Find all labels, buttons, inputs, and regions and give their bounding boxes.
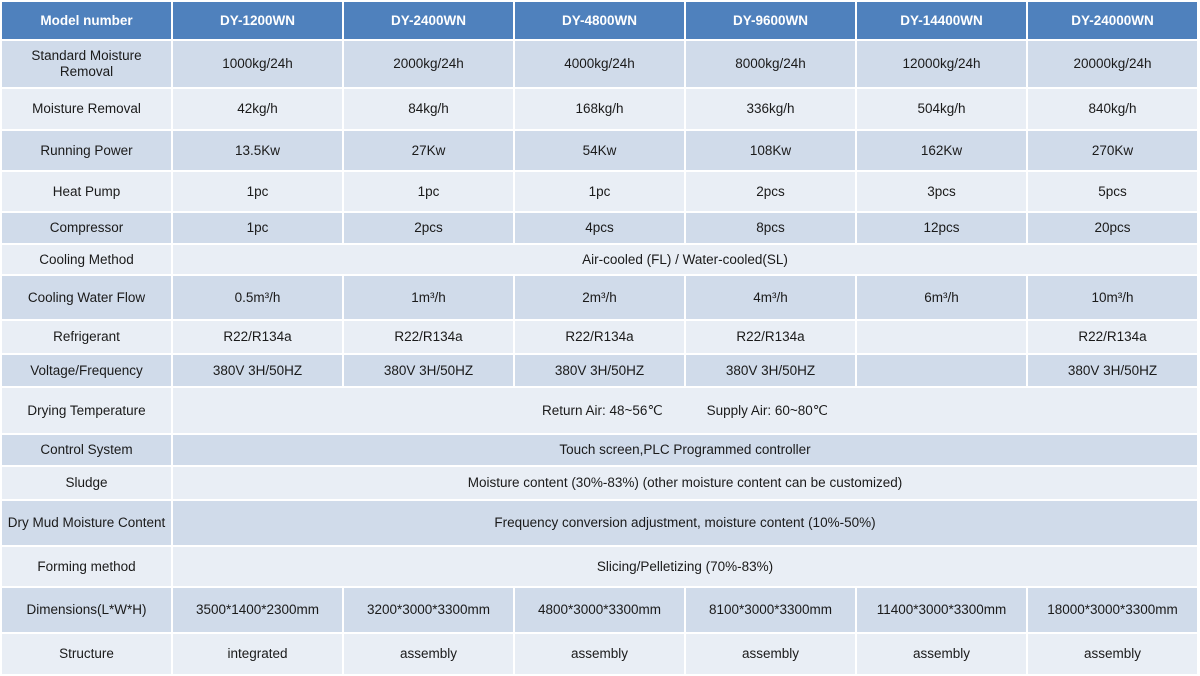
merged-cell: Air-cooled (FL) / Water-cooled(SL) — [172, 244, 1198, 275]
table-cell: 8pcs — [685, 212, 856, 244]
table-cell: 380V 3H/50HZ — [172, 354, 343, 387]
table-cell: 18000*3000*3300mm — [1027, 587, 1198, 633]
table-cell: 336kg/h — [685, 88, 856, 130]
table-cell: 11400*3000*3300mm — [856, 587, 1027, 633]
table-cell: 504kg/h — [856, 88, 1027, 130]
table-row — [1, 500, 1198, 546]
row-label: Dimensions(L*W*H) — [1, 587, 172, 633]
header-label: Model number — [1, 1, 172, 40]
table-row — [1, 633, 1198, 675]
row-label: Cooling Method — [1, 244, 172, 275]
table-cell: 380V 3H/50HZ — [343, 354, 514, 387]
table-cell: 4800*3000*3300mm — [514, 587, 685, 633]
table-cell: 380V 3H/50HZ — [1027, 354, 1198, 387]
table-cell: assembly — [1027, 633, 1198, 675]
table-cell: 27Kw — [343, 130, 514, 171]
row-label: Sludge — [1, 466, 172, 500]
return-air-value: Return Air: 48~56℃ — [542, 402, 663, 418]
table-cell: 4m³/h — [685, 275, 856, 320]
table-cell: 1pc — [172, 171, 343, 212]
table-row — [1, 587, 1198, 633]
table-row — [1, 387, 1198, 434]
row-label: Control System — [1, 434, 172, 466]
table-cell: 84kg/h — [343, 88, 514, 130]
table-cell: 0.5m³/h — [172, 275, 343, 320]
table-cell — [856, 320, 1027, 354]
row-label: Moisture Removal — [1, 88, 172, 130]
table-cell: integrated — [172, 633, 343, 675]
model-header: DY-4800WN — [514, 1, 685, 40]
table-cell: 6m³/h — [856, 275, 1027, 320]
table-row — [1, 88, 1198, 130]
table-cell: assembly — [856, 633, 1027, 675]
table-cell: 20pcs — [1027, 212, 1198, 244]
model-header: DY-2400WN — [343, 1, 514, 40]
table-cell: 4pcs — [514, 212, 685, 244]
table-cell: 840kg/h — [1027, 88, 1198, 130]
row-label: Drying Temperature — [1, 387, 172, 434]
table-cell: 54Kw — [514, 130, 685, 171]
table-cell: 108Kw — [685, 130, 856, 171]
table-cell: 380V 3H/50HZ — [514, 354, 685, 387]
merged-cell: Moisture content (30%-83%) (other moisture content can be customized) — [172, 466, 1198, 500]
table-cell: 3200*3000*3300mm — [343, 587, 514, 633]
table-row — [1, 546, 1198, 587]
table-cell: 20000kg/24h — [1027, 40, 1198, 88]
table-cell: 13.5Kw — [172, 130, 343, 171]
model-header: DY-14400WN — [856, 1, 1027, 40]
row-label: Running Power — [1, 130, 172, 171]
table-cell: 2pcs — [685, 171, 856, 212]
table-cell: assembly — [685, 633, 856, 675]
table-cell: 1m³/h — [343, 275, 514, 320]
table-cell: R22/R134a — [343, 320, 514, 354]
merged-cell: Slicing/Pelletizing (70%-83%) — [172, 546, 1198, 587]
row-label: Heat Pump — [1, 171, 172, 212]
model-header: DY-9600WN — [685, 1, 856, 40]
row-label: Compressor — [1, 212, 172, 244]
table-cell: 1000kg/24h — [172, 40, 343, 88]
model-header: DY-1200WN — [172, 1, 343, 40]
table-row — [1, 212, 1198, 244]
table-cell: 8100*3000*3300mm — [685, 587, 856, 633]
table-row — [1, 40, 1198, 88]
table-row — [1, 466, 1198, 500]
table-cell: 1pc — [172, 212, 343, 244]
table-cell: R22/R134a — [514, 320, 685, 354]
merged-cell: Frequency conversion adjustment, moisture content (10%-50%) — [172, 500, 1198, 546]
table-cell: 4000kg/24h — [514, 40, 685, 88]
table-cell: 12pcs — [856, 212, 1027, 244]
table-cell: assembly — [514, 633, 685, 675]
table-cell: 380V 3H/50HZ — [685, 354, 856, 387]
table-row — [1, 275, 1198, 320]
table-cell: 1pc — [343, 171, 514, 212]
table-cell: 12000kg/24h — [856, 40, 1027, 88]
row-label: Refrigerant — [1, 320, 172, 354]
table-cell: 2m³/h — [514, 275, 685, 320]
row-label: Forming method — [1, 546, 172, 587]
header-row — [1, 1, 1198, 40]
row-label: Structure — [1, 633, 172, 675]
table-cell: 2000kg/24h — [343, 40, 514, 88]
table-cell: 10m³/h — [1027, 275, 1198, 320]
row-label: Voltage/Frequency — [1, 354, 172, 387]
table-cell: 3500*1400*2300mm — [172, 587, 343, 633]
table-cell: 168kg/h — [514, 88, 685, 130]
table-row — [1, 320, 1198, 354]
supply-air-value: Supply Air: 60~80℃ — [706, 402, 828, 418]
row-label: Cooling Water Flow — [1, 275, 172, 320]
table-row — [1, 171, 1198, 212]
table-cell: 3pcs — [856, 171, 1027, 212]
table-cell: R22/R134a — [685, 320, 856, 354]
table-cell: 8000kg/24h — [685, 40, 856, 88]
table-cell: R22/R134a — [172, 320, 343, 354]
table-cell: 162Kw — [856, 130, 1027, 171]
table-cell: 1pc — [514, 171, 685, 212]
table-row — [1, 354, 1198, 387]
table-cell: 42kg/h — [172, 88, 343, 130]
table-cell: 2pcs — [343, 212, 514, 244]
table-cell — [856, 354, 1027, 387]
merged-cell: Touch screen,PLC Programmed controller — [172, 434, 1198, 466]
table-row — [1, 434, 1198, 466]
table-cell: assembly — [343, 633, 514, 675]
merged-cell — [172, 387, 1198, 434]
table-row — [1, 244, 1198, 275]
row-label: Dry Mud Moisture Content — [1, 500, 172, 546]
table-row — [1, 130, 1198, 171]
model-header: DY-24000WN — [1027, 1, 1198, 40]
table-cell: 5pcs — [1027, 171, 1198, 212]
row-label: Standard Moisture Removal — [1, 40, 172, 88]
table-cell: 270Kw — [1027, 130, 1198, 171]
table-cell: R22/R134a — [1027, 320, 1198, 354]
